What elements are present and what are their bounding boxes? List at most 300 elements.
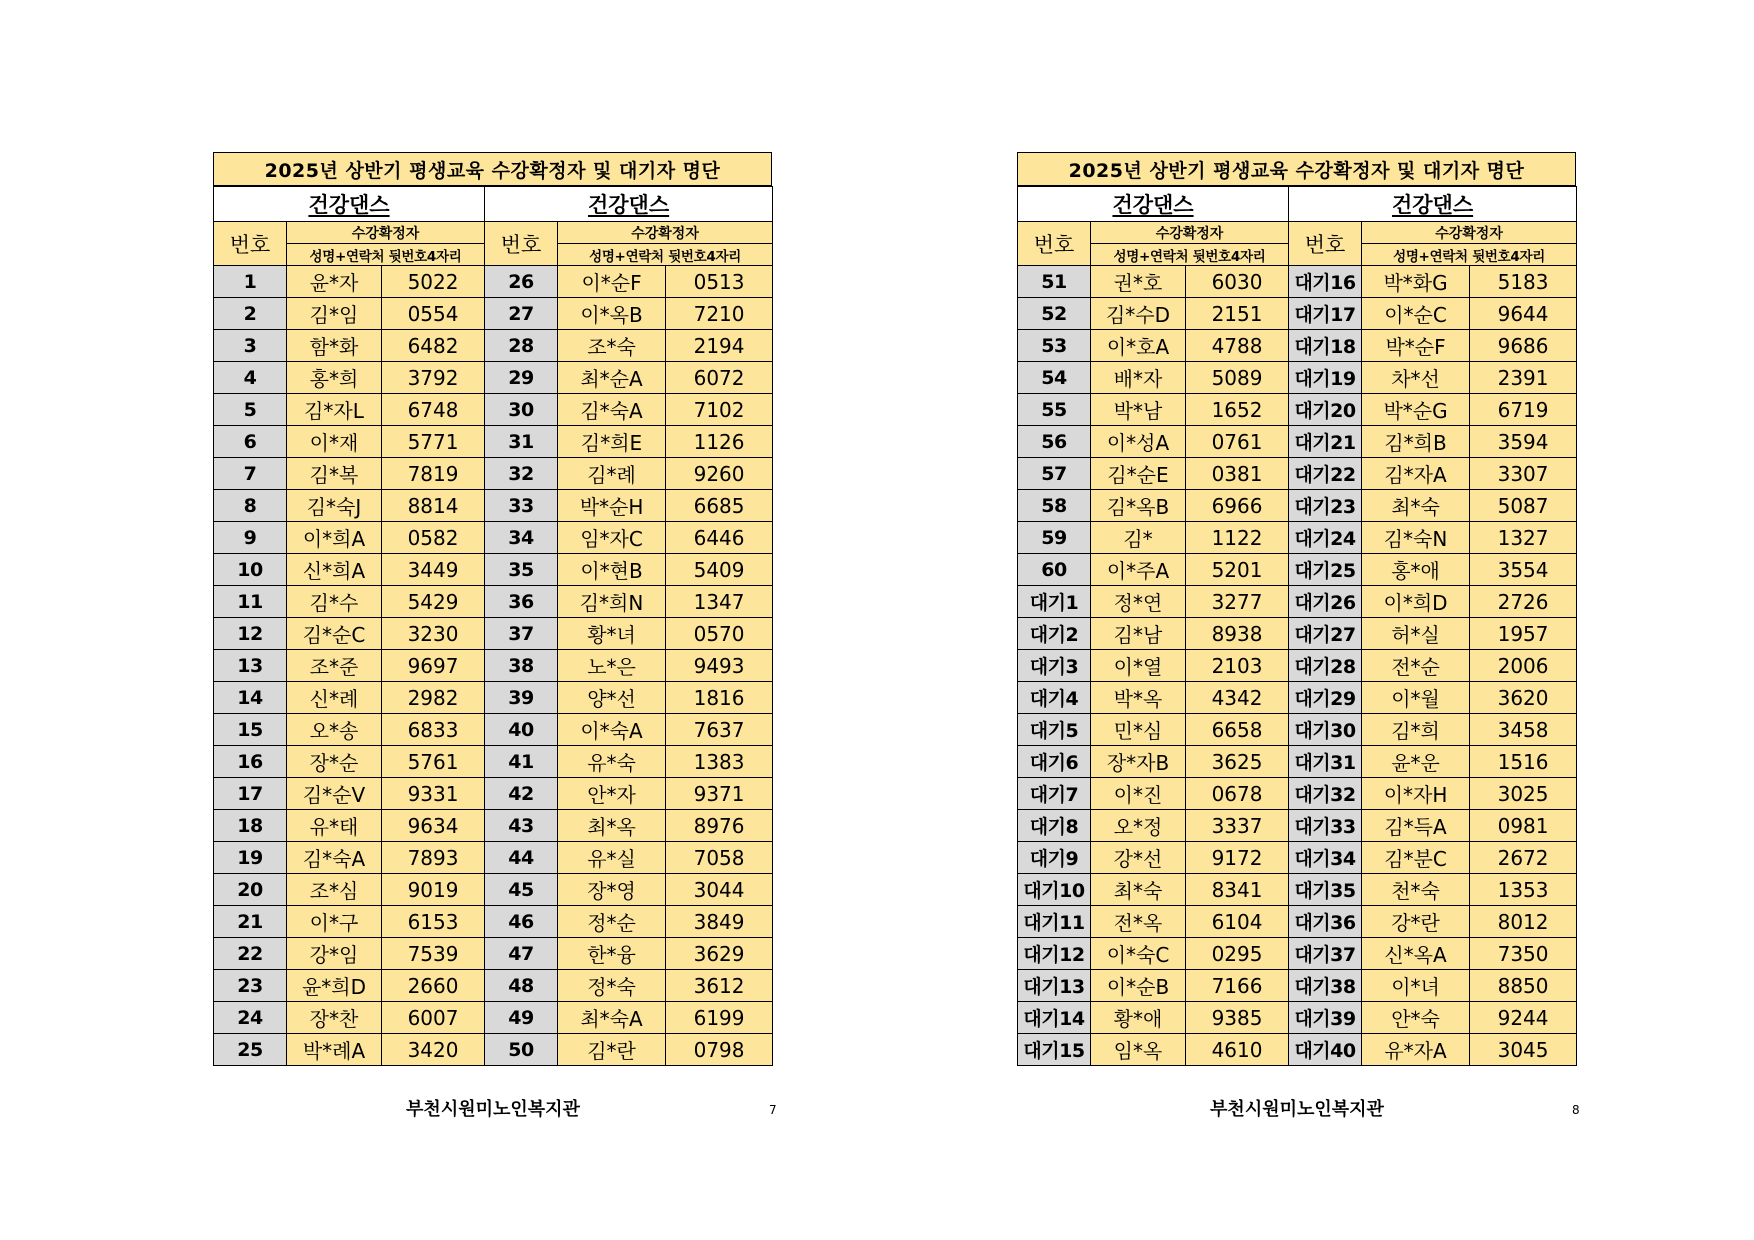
person-name: 정*연	[1091, 586, 1186, 618]
row-number: 7	[214, 458, 287, 490]
footer-org: 부천시원미노인복지관	[1210, 1099, 1384, 1120]
row-number: 대기4	[1018, 682, 1091, 714]
phone-last4: 1816	[666, 682, 773, 714]
row-number: 대기7	[1018, 778, 1091, 810]
phone-last4: 5183	[1470, 266, 1577, 298]
person-name: 이*순C	[1362, 298, 1470, 330]
person-name: 김*옥B	[1091, 490, 1186, 522]
row-number: 42	[485, 778, 558, 810]
row-number: 38	[485, 650, 558, 682]
person-name: 장*자B	[1091, 746, 1186, 778]
phone-last4: 5771	[382, 426, 485, 458]
table-row	[214, 970, 773, 1002]
person-name: 박*순H	[558, 490, 666, 522]
phone-last4: 6199	[666, 1002, 773, 1034]
row-number: 대기1	[1018, 586, 1091, 618]
phone-last4: 6719	[1470, 394, 1577, 426]
phone-last4: 7350	[1470, 938, 1577, 970]
phone-last4: 0513	[666, 266, 773, 298]
phone-last4: 7058	[666, 842, 773, 874]
phone-last4: 9260	[666, 458, 773, 490]
phone-last4: 8814	[382, 490, 485, 522]
table-row	[214, 554, 773, 586]
phone-last4: 3449	[382, 554, 485, 586]
section-title: 건강댄스	[1112, 193, 1194, 217]
phone-last4: 6482	[382, 330, 485, 362]
phone-last4: 6658	[1186, 714, 1289, 746]
table-row	[214, 426, 773, 458]
phone-last4: 5022	[382, 266, 485, 298]
person-name: 조*준	[287, 650, 382, 682]
table-row	[1018, 362, 1577, 394]
phone-last4: 0570	[666, 618, 773, 650]
person-name: 이*구	[287, 906, 382, 938]
person-name: 안*자	[558, 778, 666, 810]
row-number: 50	[485, 1034, 558, 1066]
person-name: 이*옥B	[558, 298, 666, 330]
person-name: 박*순G	[1362, 394, 1470, 426]
person-name: 황*애	[1091, 1002, 1186, 1034]
person-name: 오*정	[1091, 810, 1186, 842]
table-row	[214, 458, 773, 490]
row-number: 34	[485, 522, 558, 554]
person-name: 이*순B	[1091, 970, 1186, 1002]
row-number: 대기22	[1289, 458, 1362, 490]
person-name: 신*례	[287, 682, 382, 714]
person-name: 박*화G	[1362, 266, 1470, 298]
phone-last4: 1122	[1186, 522, 1289, 554]
phone-last4: 6030	[1186, 266, 1289, 298]
person-name: 최*순A	[558, 362, 666, 394]
column-header-number: 번호	[214, 222, 287, 266]
phone-last4: 6748	[382, 394, 485, 426]
row-number: 대기16	[1289, 266, 1362, 298]
row-number: 33	[485, 490, 558, 522]
phone-last4: 2391	[1470, 362, 1577, 394]
phone-last4: 8012	[1470, 906, 1577, 938]
person-name: 최*숙	[1091, 874, 1186, 906]
table-row	[214, 842, 773, 874]
phone-last4: 8938	[1186, 618, 1289, 650]
person-name: 최*숙	[1362, 490, 1470, 522]
row-number: 45	[485, 874, 558, 906]
person-name: 신*옥A	[1362, 938, 1470, 970]
row-number: 44	[485, 842, 558, 874]
person-name: 김*수	[287, 586, 382, 618]
person-name: 함*화	[287, 330, 382, 362]
table-row	[214, 266, 773, 298]
person-name: 강*선	[1091, 842, 1186, 874]
phone-last4: 7539	[382, 938, 485, 970]
phone-last4: 0981	[1470, 810, 1577, 842]
section-title: 건강댄스	[308, 193, 390, 217]
phone-last4: 0761	[1186, 426, 1289, 458]
person-name: 김*숙J	[287, 490, 382, 522]
phone-last4: 1126	[666, 426, 773, 458]
table-row	[1018, 874, 1577, 906]
phone-last4: 6446	[666, 522, 773, 554]
table-row	[1018, 778, 1577, 810]
person-name: 김*숙N	[1362, 522, 1470, 554]
table-row	[1018, 746, 1577, 778]
table-row	[214, 362, 773, 394]
phone-last4: 7637	[666, 714, 773, 746]
phone-last4: 1327	[1470, 522, 1577, 554]
row-number: 대기24	[1289, 522, 1362, 554]
column-header-sub: 성명+연락처 뒷번호4자리	[1362, 244, 1577, 266]
phone-last4: 0678	[1186, 778, 1289, 810]
person-name: 이*월	[1362, 682, 1470, 714]
person-name: 이*숙C	[1091, 938, 1186, 970]
row-number: 49	[485, 1002, 558, 1034]
table-row	[1018, 490, 1577, 522]
person-name: 이*자H	[1362, 778, 1470, 810]
table-row	[1018, 458, 1577, 490]
phone-last4: 0582	[382, 522, 485, 554]
row-number: 35	[485, 554, 558, 586]
row-number: 43	[485, 810, 558, 842]
person-name: 이*희D	[1362, 586, 1470, 618]
person-name: 김*자A	[1362, 458, 1470, 490]
table-row	[214, 874, 773, 906]
row-number: 6	[214, 426, 287, 458]
person-name: 김*수D	[1091, 298, 1186, 330]
row-number: 22	[214, 938, 287, 970]
row-number: 대기20	[1289, 394, 1362, 426]
row-number: 21	[214, 906, 287, 938]
phone-last4: 9686	[1470, 330, 1577, 362]
table-row	[214, 298, 773, 330]
person-name: 김*희E	[558, 426, 666, 458]
person-name: 임*자C	[558, 522, 666, 554]
phone-last4: 3230	[382, 618, 485, 650]
row-number: 대기29	[1289, 682, 1362, 714]
table-row	[1018, 650, 1577, 682]
phone-last4: 2660	[382, 970, 485, 1002]
row-number: 57	[1018, 458, 1091, 490]
row-number: 대기12	[1018, 938, 1091, 970]
phone-last4: 2151	[1186, 298, 1289, 330]
row-number: 58	[1018, 490, 1091, 522]
phone-last4: 8341	[1186, 874, 1289, 906]
phone-last4: 3629	[666, 938, 773, 970]
row-number: 대기17	[1289, 298, 1362, 330]
person-name: 김*란	[558, 1034, 666, 1066]
person-name: 윤*자	[287, 266, 382, 298]
person-name: 이*순F	[558, 266, 666, 298]
row-number: 대기3	[1018, 650, 1091, 682]
person-name: 박*례A	[287, 1034, 382, 1066]
phone-last4: 7102	[666, 394, 773, 426]
table-row	[214, 778, 773, 810]
table-row	[214, 810, 773, 842]
phone-last4: 2672	[1470, 842, 1577, 874]
person-name: 장*영	[558, 874, 666, 906]
page-number: 7	[769, 1103, 777, 1117]
person-name: 이*숙A	[558, 714, 666, 746]
phone-last4: 0554	[382, 298, 485, 330]
row-number: 대기28	[1289, 650, 1362, 682]
person-name: 유*숙	[558, 746, 666, 778]
row-number: 대기39	[1289, 1002, 1362, 1034]
column-header-number: 번호	[1289, 222, 1362, 266]
person-name: 김*순E	[1091, 458, 1186, 490]
phone-last4: 2103	[1186, 650, 1289, 682]
person-name: 민*심	[1091, 714, 1186, 746]
person-name: 장*찬	[287, 1002, 382, 1034]
person-name: 권*호	[1091, 266, 1186, 298]
phone-last4: 7893	[382, 842, 485, 874]
row-number: 40	[485, 714, 558, 746]
row-number: 30	[485, 394, 558, 426]
row-number: 대기33	[1289, 810, 1362, 842]
person-name: 정*숙	[558, 970, 666, 1002]
person-name: 유*자A	[1362, 1034, 1470, 1066]
row-number: 25	[214, 1034, 287, 1066]
row-number: 대기37	[1289, 938, 1362, 970]
row-number: 대기19	[1289, 362, 1362, 394]
person-name: 김*숙A	[287, 842, 382, 874]
row-number: 26	[485, 266, 558, 298]
table-row	[1018, 1002, 1577, 1034]
phone-last4: 9371	[666, 778, 773, 810]
row-number: 39	[485, 682, 558, 714]
row-number: 대기9	[1018, 842, 1091, 874]
phone-last4: 3458	[1470, 714, 1577, 746]
row-number: 54	[1018, 362, 1091, 394]
phone-last4: 3554	[1470, 554, 1577, 586]
row-number: 대기2	[1018, 618, 1091, 650]
roster-table	[1017, 186, 1577, 1066]
phone-last4: 5087	[1470, 490, 1577, 522]
table-row	[214, 1034, 773, 1066]
person-name: 유*실	[558, 842, 666, 874]
phone-last4: 9244	[1470, 1002, 1577, 1034]
phone-last4: 6685	[666, 490, 773, 522]
row-number: 15	[214, 714, 287, 746]
row-number: 8	[214, 490, 287, 522]
footer-org: 부천시원미노인복지관	[406, 1099, 580, 1120]
person-name: 전*옥	[1091, 906, 1186, 938]
person-name: 윤*운	[1362, 746, 1470, 778]
table-row	[1018, 426, 1577, 458]
column-header-number: 번호	[1018, 222, 1091, 266]
person-name: 김*희	[1362, 714, 1470, 746]
phone-last4: 5201	[1186, 554, 1289, 586]
column-header-sub: 성명+연락처 뒷번호4자리	[287, 244, 485, 266]
section-header	[1018, 187, 1289, 222]
person-name: 김*자L	[287, 394, 382, 426]
row-number: 16	[214, 746, 287, 778]
table-row	[214, 938, 773, 970]
person-name: 김*남	[1091, 618, 1186, 650]
phone-last4: 6104	[1186, 906, 1289, 938]
row-number: 대기25	[1289, 554, 1362, 586]
phone-last4: 0798	[666, 1034, 773, 1066]
person-name: 노*은	[558, 650, 666, 682]
table-row	[214, 1002, 773, 1034]
person-name: 김*복	[287, 458, 382, 490]
person-name: 박*옥	[1091, 682, 1186, 714]
phone-last4: 4610	[1186, 1034, 1289, 1066]
page-right	[1017, 152, 1576, 1066]
person-name: 이*열	[1091, 650, 1186, 682]
phone-last4: 2982	[382, 682, 485, 714]
row-number: 14	[214, 682, 287, 714]
column-header-group: 수강확정자	[558, 222, 773, 244]
table-row	[1018, 938, 1577, 970]
row-number: 대기31	[1289, 746, 1362, 778]
row-number: 10	[214, 554, 287, 586]
row-number: 대기34	[1289, 842, 1362, 874]
row-number: 11	[214, 586, 287, 618]
person-name: 이*호A	[1091, 330, 1186, 362]
column-header-sub: 성명+연락처 뒷번호4자리	[1091, 244, 1289, 266]
list-title: 2025년 상반기 평생교육 수강확정자 및 대기자 명단	[1017, 152, 1576, 186]
column-header-group: 수강확정자	[287, 222, 485, 244]
person-name: 김*례	[558, 458, 666, 490]
person-name: 유*태	[287, 810, 382, 842]
person-name: 이*녀	[1362, 970, 1470, 1002]
row-number: 51	[1018, 266, 1091, 298]
phone-last4: 6072	[666, 362, 773, 394]
person-name: 김*희B	[1362, 426, 1470, 458]
person-name: 이*성A	[1091, 426, 1186, 458]
row-number: 5	[214, 394, 287, 426]
person-name: 박*순F	[1362, 330, 1470, 362]
phone-last4: 4788	[1186, 330, 1289, 362]
person-name: 윤*희D	[287, 970, 382, 1002]
table-row	[214, 586, 773, 618]
phone-last4: 9331	[382, 778, 485, 810]
phone-last4: 1957	[1470, 618, 1577, 650]
table-row	[214, 330, 773, 362]
row-number: 대기21	[1289, 426, 1362, 458]
phone-last4: 3849	[666, 906, 773, 938]
table-row	[1018, 554, 1577, 586]
phone-last4: 5409	[666, 554, 773, 586]
row-number: 대기26	[1289, 586, 1362, 618]
person-name: 임*옥	[1091, 1034, 1186, 1066]
person-name: 안*숙	[1362, 1002, 1470, 1034]
person-name: 강*란	[1362, 906, 1470, 938]
row-number: 18	[214, 810, 287, 842]
row-number: 56	[1018, 426, 1091, 458]
phone-last4: 3792	[382, 362, 485, 394]
person-name: 허*실	[1362, 618, 1470, 650]
person-name: 양*선	[558, 682, 666, 714]
column-header-group: 수강확정자	[1362, 222, 1577, 244]
row-number: 3	[214, 330, 287, 362]
phone-last4: 6153	[382, 906, 485, 938]
person-name: 조*숙	[558, 330, 666, 362]
phone-last4: 2006	[1470, 650, 1577, 682]
phone-last4: 0381	[1186, 458, 1289, 490]
phone-last4: 5089	[1186, 362, 1289, 394]
person-name: 장*순	[287, 746, 382, 778]
phone-last4: 8850	[1470, 970, 1577, 1002]
person-name: 한*융	[558, 938, 666, 970]
phone-last4: 3620	[1470, 682, 1577, 714]
table-row	[1018, 810, 1577, 842]
phone-last4: 3307	[1470, 458, 1577, 490]
row-number: 대기11	[1018, 906, 1091, 938]
section-header	[485, 187, 773, 222]
phone-last4: 6966	[1186, 490, 1289, 522]
table-row	[1018, 906, 1577, 938]
phone-last4: 1652	[1186, 394, 1289, 426]
person-name: 강*임	[287, 938, 382, 970]
row-number: 대기40	[1289, 1034, 1362, 1066]
person-name: 김*득A	[1362, 810, 1470, 842]
row-number: 대기13	[1018, 970, 1091, 1002]
person-name: 이*재	[287, 426, 382, 458]
row-number: 대기27	[1289, 618, 1362, 650]
row-number: 대기30	[1289, 714, 1362, 746]
table-row	[214, 714, 773, 746]
phone-last4: 1353	[1470, 874, 1577, 906]
table-row	[214, 906, 773, 938]
row-number: 52	[1018, 298, 1091, 330]
row-number: 4	[214, 362, 287, 394]
row-number: 대기14	[1018, 1002, 1091, 1034]
row-number: 28	[485, 330, 558, 362]
phone-last4: 1383	[666, 746, 773, 778]
column-header-number: 번호	[485, 222, 558, 266]
phone-last4: 9493	[666, 650, 773, 682]
person-name: 이*진	[1091, 778, 1186, 810]
section-header	[214, 187, 485, 222]
phone-last4: 7210	[666, 298, 773, 330]
table-row	[214, 394, 773, 426]
section-title: 건강댄스	[587, 193, 670, 217]
table-row	[1018, 618, 1577, 650]
person-name: 최*옥	[558, 810, 666, 842]
phone-last4: 2194	[666, 330, 773, 362]
person-name: 정*순	[558, 906, 666, 938]
row-number: 37	[485, 618, 558, 650]
section-header	[1289, 187, 1577, 222]
row-number: 32	[485, 458, 558, 490]
row-number: 대기23	[1289, 490, 1362, 522]
person-name: 김*순C	[287, 618, 382, 650]
row-number: 대기10	[1018, 874, 1091, 906]
row-number: 대기15	[1018, 1034, 1091, 1066]
row-number: 36	[485, 586, 558, 618]
table-row	[1018, 1034, 1577, 1066]
row-number: 13	[214, 650, 287, 682]
table-row	[214, 490, 773, 522]
phone-last4: 3612	[666, 970, 773, 1002]
column-header-sub: 성명+연락처 뒷번호4자리	[558, 244, 773, 266]
person-name: 김*분C	[1362, 842, 1470, 874]
row-number: 19	[214, 842, 287, 874]
person-name: 차*선	[1362, 362, 1470, 394]
person-name: 김*숙A	[558, 394, 666, 426]
phone-last4: 9019	[382, 874, 485, 906]
phone-last4: 3625	[1186, 746, 1289, 778]
person-name: 이*현B	[558, 554, 666, 586]
phone-last4: 5761	[382, 746, 485, 778]
row-number: 대기18	[1289, 330, 1362, 362]
table-row	[1018, 970, 1577, 1002]
person-name: 김*	[1091, 522, 1186, 554]
phone-last4: 7819	[382, 458, 485, 490]
row-number: 31	[485, 426, 558, 458]
row-number: 29	[485, 362, 558, 394]
table-row	[1018, 394, 1577, 426]
section-title: 건강댄스	[1391, 193, 1474, 217]
